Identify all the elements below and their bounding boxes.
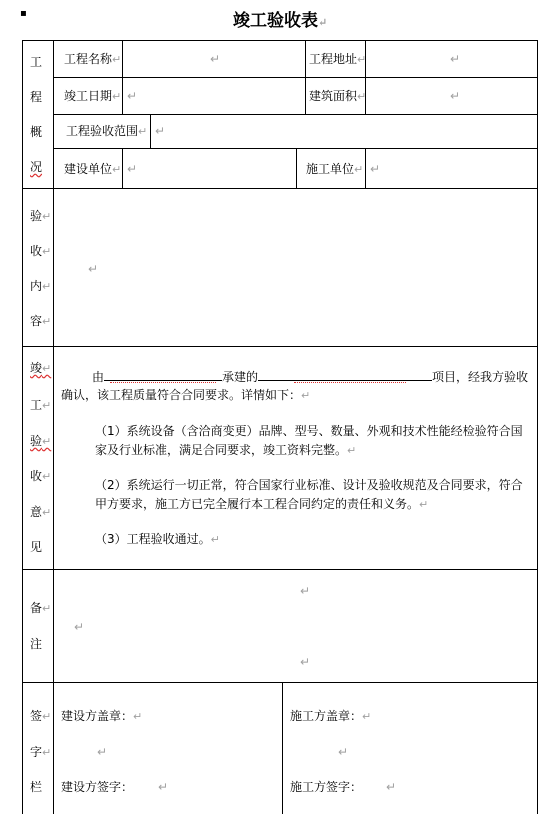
opinion-side-char: 验↵	[30, 434, 52, 448]
contractor-label: 施工单位↵	[306, 162, 364, 176]
overview-side-char: 工	[30, 55, 43, 69]
opinion-side-char: 工↵	[30, 398, 52, 412]
remarks-field[interactable]: ↵	[300, 655, 311, 669]
content-side-char: 验↵	[30, 209, 52, 223]
page-title	[233, 6, 327, 31]
section-divider	[22, 682, 538, 683]
opinion-item-2-line2: 甲方要求，施工方已完全履行本工程合同约定的责任和义务。↵	[95, 497, 429, 511]
owner-sign-label: 建设方签字：	[61, 780, 134, 794]
construction-unit-field[interactable]: ↵	[127, 162, 138, 176]
completion-date-field[interactable]: ↵	[127, 89, 138, 103]
opinion-side-char: 竣↵	[30, 361, 52, 375]
cell-divider	[122, 40, 123, 114]
signature-divider	[282, 682, 283, 814]
acceptance-scope-label: 工程验收范围↵	[66, 124, 148, 138]
cell-divider	[296, 148, 297, 188]
paragraph-mark: ↵	[318, 16, 328, 29]
section-divider	[22, 569, 538, 570]
remarks-field[interactable]: ↵	[74, 620, 85, 634]
opinion-side-char: 见	[30, 540, 43, 554]
table-border-right	[537, 40, 538, 814]
table-border-left	[22, 40, 23, 814]
owner-seal-field[interactable]: ↵	[97, 745, 108, 759]
building-area-field[interactable]: ↵	[450, 89, 461, 103]
cell-divider	[305, 40, 306, 114]
opinion-side-char: 收↵	[30, 469, 52, 483]
section-divider	[22, 188, 538, 189]
signature-side-char: 字↵	[30, 745, 52, 759]
label-column-divider	[53, 40, 54, 814]
title-text: 竣工验收表	[233, 11, 318, 31]
bullet-marker: ▪	[20, 8, 27, 19]
row-divider	[53, 77, 537, 78]
owner-seal-label: 建设方盖章：↵	[61, 709, 143, 723]
builder-name-blank[interactable]	[104, 367, 222, 381]
construction-unit-label: 建设单位↵	[64, 162, 122, 176]
project-name-label: 工程名称↵	[64, 52, 122, 66]
project-address-field[interactable]: ↵	[450, 52, 461, 66]
opinion-intro-line2: 确认，该工程质量符合合同要求。详情如下：↵	[61, 388, 311, 402]
overview-side-char: 概	[30, 125, 43, 139]
opinion-item-2-line1: （2）系统运行一切正常，符合国家行业标准、设计及验收规范及合同要求，符合	[95, 478, 523, 492]
content-side-char: 内↵	[30, 279, 52, 293]
cell-divider	[365, 148, 366, 188]
project-name-blank[interactable]	[258, 367, 432, 381]
contractor-field[interactable]: ↵	[370, 162, 381, 176]
overview-side-char: 况	[30, 160, 43, 174]
project-address-label: 工程地址↵	[309, 52, 367, 66]
table-border-top	[22, 40, 538, 41]
opinion-side-char: 意↵	[30, 505, 52, 519]
row-divider	[53, 114, 537, 115]
remarks-side-char: 备↵	[30, 601, 52, 615]
signature-side-char: 签↵	[30, 709, 52, 723]
signature-side-char: 栏	[30, 780, 43, 794]
opinion-item-3: （3）工程验收通过。↵	[95, 532, 220, 546]
contractor-seal-field[interactable]: ↵	[338, 745, 349, 759]
contractor-sign-field[interactable]: ↵	[386, 780, 397, 794]
completion-date-label: 竣工日期↵	[64, 89, 122, 103]
row-divider	[53, 148, 537, 149]
contractor-sign-label: 施工方签字：	[290, 780, 363, 794]
opinion-item-1-line1: （1）系统设备（含洽商变更）品牌、型号、数量、外观和技术性能经检验符合国	[95, 424, 523, 438]
overview-side-char: 程	[30, 90, 43, 104]
intro-post-text: 项目，经我方验收	[432, 370, 529, 384]
content-side-char: 收↵	[30, 244, 52, 258]
owner-sign-field[interactable]: ↵	[158, 780, 169, 794]
acceptance-scope-field[interactable]: ↵	[155, 124, 166, 138]
intro-pre-text: 由	[92, 370, 105, 384]
project-name-field[interactable]: ↵	[210, 52, 221, 66]
building-area-label: 建筑面积↵	[309, 89, 367, 103]
opinion-item-1-line2: 家及行业标准，满足合同要求，竣工资料完整。↵	[95, 443, 357, 457]
cell-divider	[122, 148, 123, 188]
acceptance-content-field[interactable]: ↵	[88, 262, 99, 276]
cell-divider	[150, 114, 151, 148]
remarks-side-char: 注	[30, 637, 43, 651]
intro-mid-text: 承建的	[222, 370, 259, 384]
content-side-char: 容↵	[30, 314, 52, 328]
section-divider	[22, 346, 538, 347]
contractor-seal-label: 施工方盖章：↵	[290, 709, 372, 723]
remarks-field[interactable]: ↵	[300, 584, 311, 598]
